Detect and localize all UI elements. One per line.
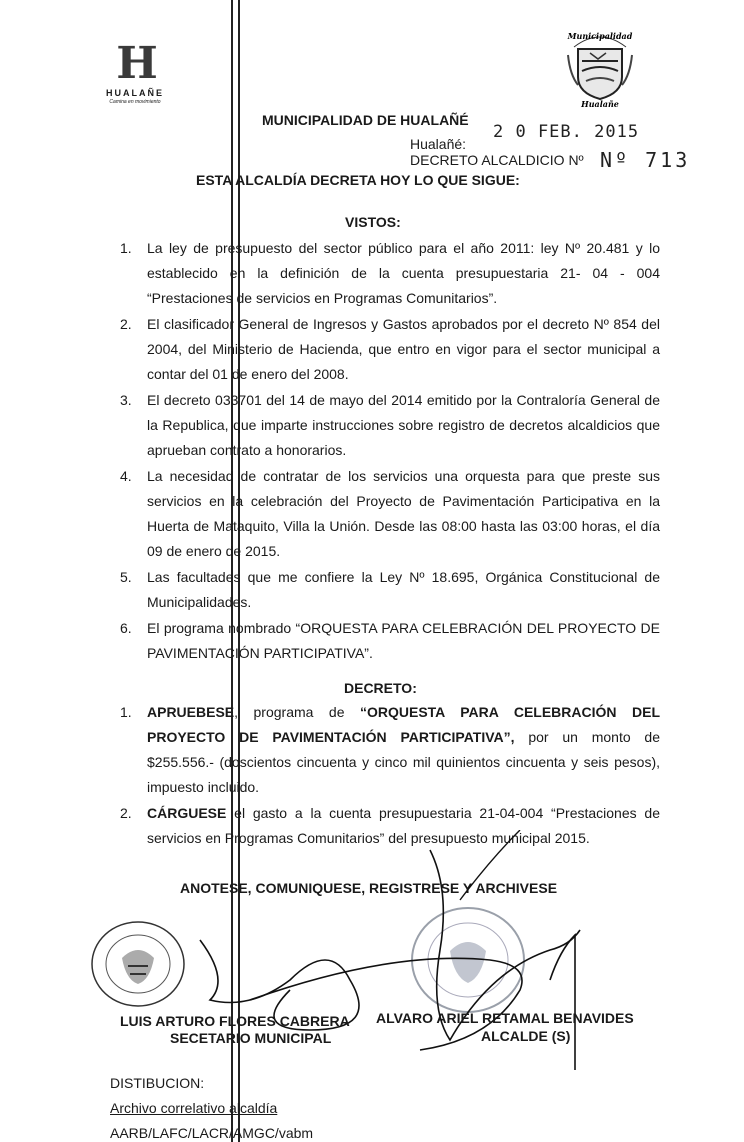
vistos-heading: VISTOS: (345, 214, 401, 230)
page-title: MUNICIPALIDAD DE HUALAÑÉ (262, 112, 469, 128)
crest-top-text: Municipalidad (567, 31, 633, 41)
item-number: 3. (120, 392, 132, 408)
item-number: 4. (120, 468, 132, 484)
item-number: 2. (120, 316, 132, 332)
logo-name: HUALAÑE (106, 88, 164, 98)
list-item (120, 236, 660, 311)
distribution-label: DISTIBUCION: (110, 1075, 205, 1091)
item-number: 5. (120, 569, 132, 585)
distribution-line: AARB/LAFC/LACR/AMGC/vabm (110, 1125, 314, 1141)
municipal-logo (100, 38, 170, 105)
item-text: La ley de presupuesto del sector público para el año 2011: ley Nº 20.481 y lo establecido en la definición de la cuenta presupuestaria 21- 04 - 004 “Prestaciones de servicios en Programas Comunitarios”. (147, 240, 660, 306)
item-number: 1. (120, 704, 132, 720)
secretary-title: SECETARIO MUNICIPAL (170, 1030, 332, 1046)
item-text: Las facultades que me confiere la Ley Nº 18.695, Orgánica Constitucional de Municipalidades. (147, 569, 660, 610)
item-strong: “ORQUESTA PARA CELEBRACIÓN DEL PROYECTO DE PAVIMENTACIÓN PARTICIPATIVA”, (147, 704, 660, 745)
vistos-list (120, 236, 660, 667)
secretary-seal-icon (88, 918, 188, 1010)
distribution-line: Archivo correlativo alcaldía (110, 1100, 278, 1116)
intro-statement: ESTA ALCALDÍA DECRETA HOY LO QUE SIGUE: (196, 172, 520, 188)
mayor-name: ALVARO ARIEL RETAMAL BENAVIDES (376, 1010, 634, 1026)
list-item (120, 388, 660, 463)
logo-mark: H (116, 38, 154, 89)
item-lead: APRUEBESE (147, 704, 235, 720)
item-text (147, 700, 660, 800)
item-number: 2. (120, 805, 132, 821)
item-number: 1. (120, 240, 132, 256)
decree-number-stamp: Nº 713 (600, 148, 691, 172)
decree-number-label: DECRETO ALCALDICIO Nº (410, 152, 584, 168)
item-text: El programa nombrado “ORQUESTA PARA CELEBRACIÓN DEL PROYECTO DE PAVIMENTACIÓN PARTICIPATIVA”. (147, 620, 660, 661)
logo-tagline: Camina en movimiento (109, 99, 161, 105)
item-lead: CÁRGUESE (147, 805, 227, 821)
decreto-heading: DECRETO: (344, 680, 417, 696)
list-item (120, 700, 660, 800)
item-mid: , programa de (234, 704, 360, 720)
list-item (120, 616, 660, 666)
place-label: Hualañé: (410, 136, 467, 152)
item-text: El decreto 033701 del 14 de mayo del 2014 emitido por la Contraloría General de la Republica, que imparte instrucciones sobre registro de decretos alcaldicios que aprueban contrato a honorarios. (147, 392, 660, 458)
item-text: La necesidad de contratar de los servicios una orquesta para que preste sus servicios en la celebración del Proyecto de Pavimentación Participativa en la Huerta de Mataquito, Villa la Unión. Desde las 08:00 hasta las 03:00 horas, el día 09 de enero de 2015. (147, 468, 660, 559)
mayor-title: ALCALDE (S) (481, 1028, 571, 1044)
municipal-crest-icon (560, 25, 640, 107)
secretary-name: LUIS ARTURO FLORES CABRERA (120, 1013, 350, 1029)
item-text: El clasificador General de Ingresos y Gastos aprobados por el decreto Nº 854 del 2004, del Ministerio de Hacienda, que entro en vigor para el sector municipal a contar del 01 de enero del 2008. (147, 316, 660, 382)
date-stamp: 2 0 FEB. 2015 (493, 122, 640, 142)
item-mid: el gasto a la cuenta presupuestaria 21-04-004 “Prestaciones de servicios en Programas Comunitarios” del presupuesto municipal 2015. (147, 805, 660, 846)
list-item (120, 312, 660, 387)
list-item (120, 464, 660, 564)
crest-bottom-text: Hualañe (581, 99, 619, 107)
item-rest: por un monto de $255.556.- (doscientos cincuenta y cinco mil quinientos cincuenta y seis pesos), impuesto incluido. (147, 729, 660, 795)
item-number: 6. (120, 620, 132, 636)
list-item (120, 565, 660, 615)
closing-statement: ANOTESE, COMUNIQUESE, REGISTRESE Y ARCHIVESE (180, 880, 558, 896)
